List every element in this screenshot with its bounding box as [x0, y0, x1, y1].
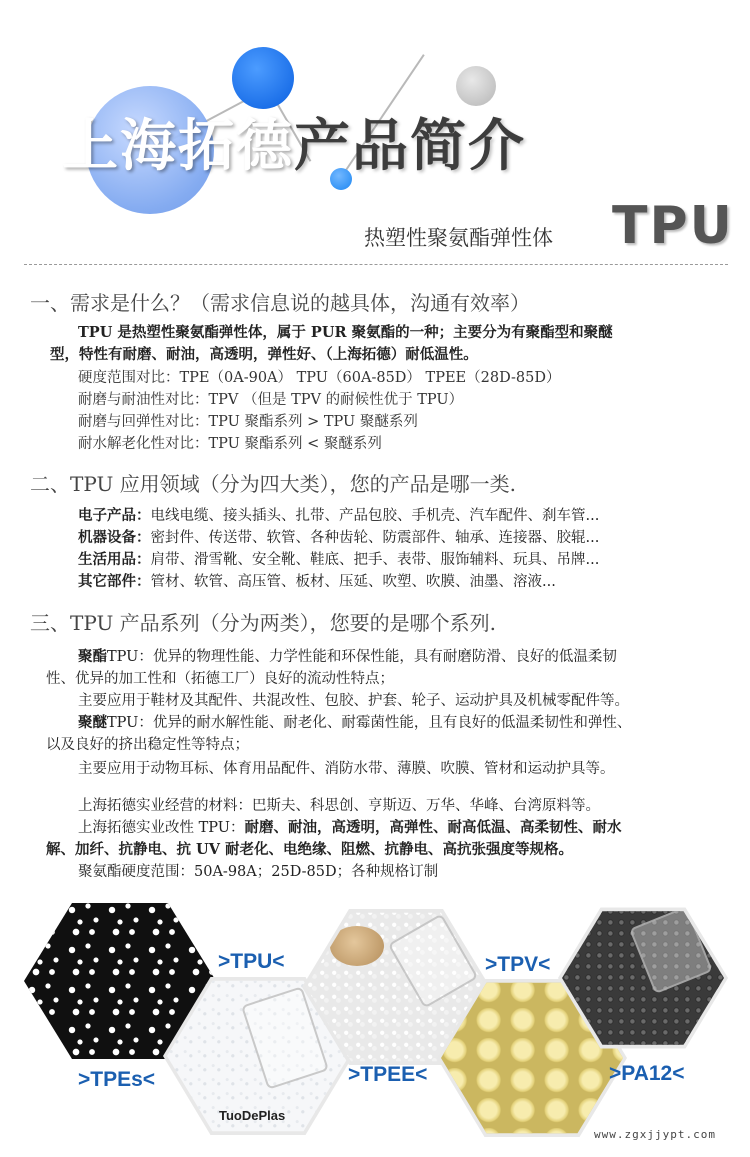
brand-watermark: TuoDePlas: [219, 1108, 286, 1123]
application-row: [78, 505, 599, 527]
ester-line1: [78, 646, 617, 668]
decor-circle-gray: [456, 66, 496, 106]
title-part-white: 上海拓德: [62, 114, 294, 179]
section3-heading: 三、TPU 产品系列（分为两类），您要的是哪个系列.: [30, 611, 497, 635]
section1-heading: 一、需求是什么？（需求信息说的越具体，沟通有效率）: [30, 291, 530, 315]
glass-icon: [629, 906, 713, 994]
application-text: 管材、软管、高压管、板材、压延、吹塑、吹膜、油墨、溶液...: [150, 574, 556, 590]
tpu-logo-text: TPU: [612, 196, 734, 256]
application-label: 其它部件：: [78, 573, 151, 590]
ester-label: 聚酯: [78, 648, 107, 665]
page-subtitle: 热塑性聚氨酯弹性体: [364, 226, 553, 250]
modified-line1: [78, 817, 622, 839]
label-tpee: >TPEE<: [348, 1063, 428, 1086]
divider: [24, 264, 728, 265]
application-text: 肩带、滑雪靴、安全靴、鞋底、把手、表带、服饰辅料、玩具、吊牌...: [150, 552, 600, 568]
ether-application: 主要应用于动物耳标、体育用品配件、消防水带、薄膜、吹膜、管材和运动护具等。: [78, 761, 615, 777]
ether-text: TPU：优异的耐水解性能、耐老化、耐霉菌性能，且有良好的低温柔韧性和弹性、: [107, 715, 632, 731]
label-pa12: >PA12<: [609, 1062, 685, 1085]
application-row: [78, 527, 599, 549]
ester-application: 主要应用于鞋材及其配件、共混改性、包胶、护套、轮子、运动护具及机械零配件等。: [78, 693, 629, 709]
ether-line1: [78, 712, 631, 734]
section2-heading: 二、TPU 应用领域（分为四大类），您的产品是哪一类.: [30, 472, 517, 496]
application-label: 电子产品：: [78, 507, 151, 524]
application-text: 密封件、传送带、软管、各种齿轮、防震部件、轴承、连接器、胶辊...: [150, 530, 600, 546]
application-label: 生活用品：: [78, 551, 151, 568]
ester-line2: 性、优异的加工性和（拓德工厂）良好的流动性特点；: [46, 671, 394, 687]
section1-line: 耐磨与回弹性对比：TPU 聚酯系列 > TPU 聚醚系列: [78, 414, 418, 430]
ester-text: TPU：优异的物理性能、力学性能和环保性能，具有耐磨防滑、良好的低温柔韧: [107, 649, 617, 665]
materials-line: 上海拓德实业经营的材料：巴斯夫、科思创、亨斯迈、万华、华峰、台湾原料等。: [78, 798, 600, 814]
modified-line2: 解、加纤、抗静电、抗 UV 耐老化、电绝缘、阻燃、抗静电、高抗张强度等规格。: [46, 841, 573, 858]
section1-line: 耐水解老化性对比：TPU 聚酯系列 < 聚醚系列: [78, 436, 382, 452]
modified-properties: 耐磨、耐油，高透明，高弹性、耐高低温、高柔韧性、耐水: [244, 819, 622, 836]
label-tpv: >TPV<: [485, 953, 551, 976]
application-row: [78, 571, 556, 593]
jar-icon: [388, 913, 479, 1008]
application-label: 机器设备：: [78, 529, 151, 546]
application-row: [78, 549, 599, 571]
page-title: [62, 102, 526, 182]
hardness-line: 聚氨酯硬度范围：50A-98A；25D-85D；各种规格订制: [78, 864, 439, 880]
application-text: 电线电缆、接头插头、扎带、产品包胶、手机壳、汽车配件、刹车管...: [150, 508, 600, 524]
decor-circle-blue: [232, 47, 294, 109]
section1-intro-line1: TPU 是热塑性聚氨酯弹性体，属于 PUR 聚氨酯的一种；主要分为有聚酯型和聚醚: [78, 324, 613, 341]
section1-line: 耐磨与耐油性对比：TPV （但是 TPV 的耐候性优于 TPU）: [78, 392, 464, 408]
label-tpu: >TPU<: [218, 950, 285, 973]
header-banner: [0, 0, 750, 262]
modified-prefix: 上海拓德实业改性 TPU：: [78, 820, 245, 836]
ether-label: 聚醚: [78, 714, 107, 731]
section1-intro-line2: 型，特性有耐磨、耐油，高透明，弹性好、（上海拓德）耐低温性。: [50, 346, 478, 363]
section1-line: 硬度范围对比：TPE（0A-90A） TPU（60A-85D） TPEE（28D-85D）: [78, 370, 561, 386]
label-tpes: >TPEs<: [78, 1068, 156, 1091]
footer-url: www.zgxjjypt.com: [594, 1128, 716, 1141]
title-part-dark: 产品简介: [294, 114, 526, 179]
ether-line2: 以及良好的挤出稳定性等特点；: [46, 737, 249, 753]
